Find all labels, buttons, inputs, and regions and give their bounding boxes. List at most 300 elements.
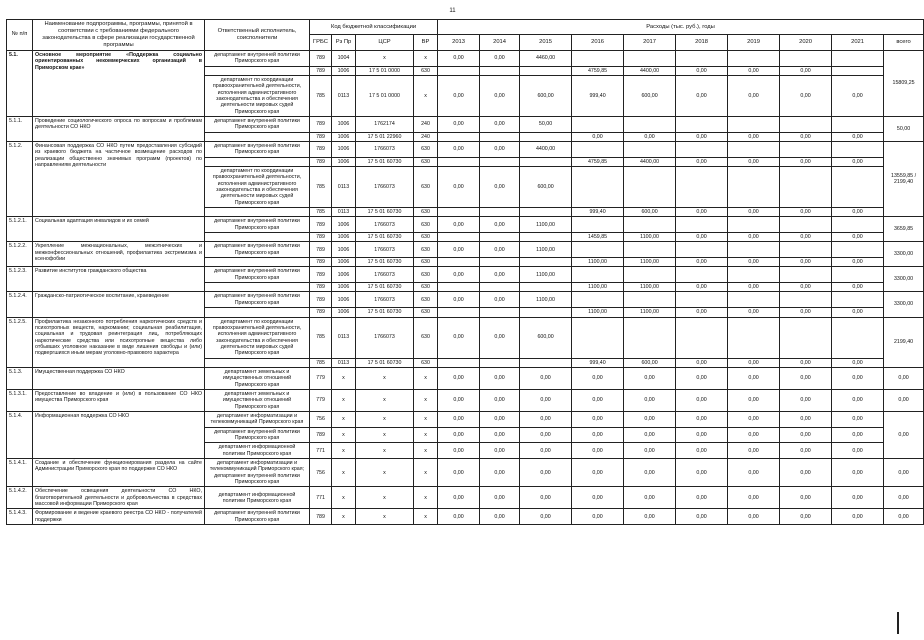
row-year-value [520, 66, 572, 75]
row-year-value: 0,00 [728, 66, 780, 75]
table-row [7, 389, 924, 411]
row-year-value: 0,00 [676, 427, 728, 443]
row-grbs: 785 [310, 208, 332, 217]
row-name: Развитие институтов гражданского общества [33, 267, 205, 292]
header-year: 2021 [832, 35, 884, 50]
row-rzpr: х [332, 487, 356, 509]
row-year-value: 0,00 [832, 132, 884, 141]
row-year-value [572, 217, 624, 233]
row-year-value: 0,00 [480, 242, 520, 258]
row-grbs: 789 [310, 66, 332, 75]
row-year-value [780, 50, 832, 66]
row-year-value: 0,00 [728, 308, 780, 317]
table-row [7, 242, 924, 258]
row-year-value: 0,00 [438, 75, 480, 116]
header-year: 2017 [624, 35, 676, 50]
row-rzpr: 1006 [332, 267, 356, 283]
row-year-value: 0,00 [480, 487, 520, 509]
table-row [7, 267, 924, 283]
row-year-value: 1100,00 [624, 258, 676, 267]
table-row [7, 509, 924, 525]
row-year-value: 0,00 [624, 411, 676, 427]
row-year-value: 4759,85 [572, 66, 624, 75]
row-grbs: 789 [310, 258, 332, 267]
row-year-value: 0,00 [728, 487, 780, 509]
row-grbs: 785 [310, 75, 332, 116]
row-csr: х [356, 459, 414, 487]
row-grbs: 779 [310, 389, 332, 411]
row-year-value [624, 116, 676, 132]
row-year-value [832, 66, 884, 75]
row-executor: департамент информационной политики Приморского края [205, 487, 310, 509]
row-year-value [676, 116, 728, 132]
row-year-value [438, 66, 480, 75]
table-row [7, 116, 924, 132]
row-executor: департамент информатизации и телекоммуникаций Приморского края; департамент внутренней политики Приморского края [205, 459, 310, 487]
row-name: Профилактика незаконного потребления наркотических средств и психотропных веществ, наркомании; социальная реабилитация, социальная и трудовая реинтеграция лиц, потребляющих наркотические средства или психотропные вещества либо отбывших уголовное наказание в виде лишения свободы и (или) подвергшихся иным мерам уголовно-правового характера [33, 317, 205, 367]
row-year-value: 0,00 [832, 427, 884, 443]
row-csr: 1766073 [356, 141, 414, 157]
row-year-value: 0,00 [624, 509, 676, 525]
row-year-value: 4759,85 [572, 157, 624, 166]
table-row [7, 217, 924, 233]
row-year-value: 0,00 [480, 443, 520, 459]
row-year-value [438, 208, 480, 217]
row-year-value [520, 308, 572, 317]
row-year-value [780, 166, 832, 207]
header-year: 2013 [438, 35, 480, 50]
row-year-value: 0,00 [780, 487, 832, 509]
row-year-value: 0,00 [780, 283, 832, 292]
row-year-value [572, 141, 624, 157]
row-year-value [676, 242, 728, 258]
row-csr: х [356, 389, 414, 411]
row-executor: департамент внутренней политики Приморского края [205, 509, 310, 525]
row-vr: х [414, 443, 438, 459]
row-grbs: 756 [310, 411, 332, 427]
row-year-value: 0,00 [832, 283, 884, 292]
row-year-value: 0,00 [676, 66, 728, 75]
row-vr: 630 [414, 242, 438, 258]
row-number: 5.1.4.2. [7, 487, 33, 509]
row-total: 3300,00 [884, 292, 924, 317]
row-year-value: 0,00 [832, 308, 884, 317]
row-executor: департамент внутренней политики Приморского края [205, 141, 310, 157]
row-year-value: 0,00 [780, 308, 832, 317]
row-number: 5.1.2.2. [7, 242, 33, 267]
row-executor: департамент внутренней политики Приморского края [205, 242, 310, 258]
row-name: Основное мероприятие «Поддержка социально ориентированных некоммерческих организаций в Приморском крае» [33, 50, 205, 116]
row-grbs: 789 [310, 233, 332, 242]
expenses-table [6, 19, 924, 525]
row-vr: 630 [414, 66, 438, 75]
row-year-value: 0,00 [520, 443, 572, 459]
row-rzpr: 0113 [332, 358, 356, 367]
row-year-value: 0,00 [780, 258, 832, 267]
row-csr: 17 5 01 60730 [356, 358, 414, 367]
row-csr: х [356, 50, 414, 66]
row-year-value: 0,00 [438, 50, 480, 66]
row-number: 5.1.2. [7, 141, 33, 216]
row-year-value: 0,00 [780, 443, 832, 459]
row-rzpr: х [332, 427, 356, 443]
row-executor [205, 66, 310, 75]
row-vr: 630 [414, 258, 438, 267]
row-year-value [624, 50, 676, 66]
row-csr: 17 5 01 0000 [356, 66, 414, 75]
row-year-value [438, 132, 480, 141]
row-year-value: 0,00 [676, 157, 728, 166]
row-number: 5.1.2.4. [7, 292, 33, 317]
table-body [7, 50, 924, 524]
row-year-value [480, 157, 520, 166]
row-year-value: 0,00 [780, 75, 832, 116]
row-number: 5.1.2.3. [7, 267, 33, 292]
row-rzpr: 1006 [332, 157, 356, 166]
row-vr: х [414, 509, 438, 525]
row-year-value: 999,40 [572, 75, 624, 116]
row-year-value: 0,00 [520, 389, 572, 411]
row-year-value [832, 267, 884, 283]
row-rzpr: х [332, 367, 356, 389]
row-name: Информационная поддержка СО НКО [33, 411, 205, 458]
row-csr: 17 5 01 22960 [356, 132, 414, 141]
row-rzpr: 1004 [332, 50, 356, 66]
row-year-value: 0,00 [438, 487, 480, 509]
row-csr: х [356, 443, 414, 459]
row-year-value: 0,00 [438, 116, 480, 132]
row-year-value: 0,00 [520, 427, 572, 443]
row-total: 15809,25 [884, 50, 924, 116]
row-year-value [572, 267, 624, 283]
row-year-value [832, 217, 884, 233]
row-year-value: 4400,00 [520, 141, 572, 157]
row-csr: х [356, 411, 414, 427]
row-year-value: 0,00 [438, 427, 480, 443]
row-year-value: 0,00 [480, 411, 520, 427]
row-year-value: 0,00 [676, 283, 728, 292]
row-vr: х [414, 411, 438, 427]
row-year-value [480, 308, 520, 317]
row-executor: департамент внутренней политики Приморского края [205, 116, 310, 132]
row-total: 0,00 [884, 367, 924, 389]
row-year-value: 4400,00 [624, 157, 676, 166]
table-row [7, 50, 924, 66]
row-grbs: 789 [310, 308, 332, 317]
row-rzpr: х [332, 509, 356, 525]
row-grbs: 779 [310, 367, 332, 389]
row-year-value: 0,00 [728, 75, 780, 116]
row-year-value: 0,00 [520, 487, 572, 509]
header-total: всего [884, 35, 924, 50]
row-year-value: 1100,00 [572, 283, 624, 292]
row-year-value [728, 317, 780, 358]
row-total: 0,00 [884, 509, 924, 525]
row-csr: 1766073 [356, 217, 414, 233]
row-year-value: 0,00 [780, 66, 832, 75]
row-year-value [520, 157, 572, 166]
row-grbs: 756 [310, 459, 332, 487]
row-year-value [624, 141, 676, 157]
row-csr: х [356, 487, 414, 509]
row-name: Укрепление межнациональных, межэтнических и межконфессиональных отношений, профилактика экстремизма и ксенофобии [33, 242, 205, 267]
row-executor [205, 358, 310, 367]
row-grbs: 785 [310, 166, 332, 207]
row-year-value: 0,00 [572, 427, 624, 443]
row-year-value: 0,00 [676, 367, 728, 389]
row-year-value: 1100,00 [572, 258, 624, 267]
row-year-value [572, 166, 624, 207]
row-year-value: 0,00 [438, 443, 480, 459]
row-year-value: 0,00 [480, 292, 520, 308]
row-year-value: 600,00 [520, 166, 572, 207]
row-vr: 630 [414, 217, 438, 233]
row-year-value: 0,00 [676, 487, 728, 509]
row-year-value: 0,00 [572, 411, 624, 427]
row-year-value [624, 292, 676, 308]
row-year-value: 0,00 [728, 367, 780, 389]
row-year-value: 0,00 [832, 367, 884, 389]
row-year-value: 0,00 [780, 157, 832, 166]
row-year-value [780, 141, 832, 157]
row-name: Финансовая поддержка СО НКО путем предоставления субсидий из краевого бюджета на частичное возмещение расходов по реализации общественно значимых программ (проектов) по направлениям деятельности [33, 141, 205, 216]
row-year-value: 600,00 [624, 75, 676, 116]
row-rzpr: 1006 [332, 242, 356, 258]
row-year-value: 0,00 [438, 389, 480, 411]
row-year-value: 0,00 [480, 267, 520, 283]
row-grbs: 789 [310, 292, 332, 308]
row-name: Гражданско-патриотическое воспитание, краеведение [33, 292, 205, 317]
row-rzpr: 1006 [332, 308, 356, 317]
row-year-value: 0,00 [780, 367, 832, 389]
row-year-value: 0,00 [438, 141, 480, 157]
row-year-value: 0,00 [438, 217, 480, 233]
row-year-value: 0,00 [624, 367, 676, 389]
row-name: Проведение социологического опроса по вопросам и проблемам деятельности СО НКО [33, 116, 205, 141]
header-grbs: ГРБС [310, 35, 332, 50]
row-grbs: 789 [310, 116, 332, 132]
row-year-value: 0,00 [728, 509, 780, 525]
row-year-value [832, 166, 884, 207]
row-year-value: 0,00 [438, 459, 480, 487]
row-year-value: 0,00 [438, 166, 480, 207]
row-year-value: 0,00 [572, 367, 624, 389]
row-year-value [780, 116, 832, 132]
row-year-value: 0,00 [780, 358, 832, 367]
row-year-value: 0,00 [438, 292, 480, 308]
row-vr: 630 [414, 233, 438, 242]
row-vr: 630 [414, 358, 438, 367]
row-year-value: 0,00 [728, 258, 780, 267]
row-year-value [438, 233, 480, 242]
row-rzpr: 0113 [332, 208, 356, 217]
row-year-value [572, 317, 624, 358]
row-executor: департамент земельных и имущественных отношений Приморского края [205, 367, 310, 389]
row-year-value [572, 50, 624, 66]
row-grbs: 789 [310, 132, 332, 141]
row-year-value [832, 50, 884, 66]
row-year-value [520, 132, 572, 141]
row-year-value: 0,00 [832, 208, 884, 217]
row-year-value [520, 358, 572, 367]
row-year-value [480, 283, 520, 292]
row-year-value: 0,00 [728, 283, 780, 292]
row-year-value: 0,00 [438, 367, 480, 389]
row-year-value [780, 217, 832, 233]
row-year-value [676, 50, 728, 66]
row-csr: 1766073 [356, 267, 414, 283]
row-year-value [728, 141, 780, 157]
row-rzpr: 1006 [332, 233, 356, 242]
row-number: 5.1.4.3. [7, 509, 33, 525]
row-csr: 17 5 01 60730 [356, 283, 414, 292]
row-grbs: 789 [310, 283, 332, 292]
row-year-value: 0,00 [728, 132, 780, 141]
row-grbs: 771 [310, 487, 332, 509]
row-year-value: 0,00 [728, 233, 780, 242]
row-year-value: 0,00 [780, 208, 832, 217]
row-year-value: 0,00 [572, 487, 624, 509]
header-year: 2020 [780, 35, 832, 50]
row-year-value: 600,00 [520, 75, 572, 116]
row-year-value [438, 157, 480, 166]
row-year-value [520, 233, 572, 242]
row-rzpr: х [332, 443, 356, 459]
row-csr: 17 5 01 60730 [356, 258, 414, 267]
row-number: 5.1.2.1. [7, 217, 33, 242]
row-year-value: 0,00 [780, 132, 832, 141]
row-year-value: 4400,00 [624, 66, 676, 75]
row-year-value [728, 217, 780, 233]
row-year-value: 0,00 [780, 427, 832, 443]
row-year-value: 0,00 [780, 389, 832, 411]
row-name: Создание и обеспечение функционирования раздела на сайте Администрации Приморского края по поддержке СО НКО [33, 459, 205, 487]
row-csr: х [356, 509, 414, 525]
table-row [7, 411, 924, 427]
row-year-value [676, 292, 728, 308]
row-year-value [520, 283, 572, 292]
row-rzpr: 1006 [332, 258, 356, 267]
row-vr: 630 [414, 141, 438, 157]
row-executor [205, 308, 310, 317]
row-year-value: 0,00 [480, 50, 520, 66]
row-year-value: 0,00 [676, 208, 728, 217]
header-expenses: Расходы (тыс. руб.), годы [438, 20, 924, 35]
row-rzpr: 0113 [332, 317, 356, 358]
row-year-value: 0,00 [780, 459, 832, 487]
row-name: Формирование и ведение краевого реестра СО НКО - получателей поддержки [33, 509, 205, 525]
row-executor: департамент информационной политики Приморского края [205, 443, 310, 459]
row-rzpr: 0113 [332, 166, 356, 207]
row-year-value [676, 217, 728, 233]
row-year-value: 1100,00 [520, 292, 572, 308]
row-year-value: 0,00 [438, 411, 480, 427]
row-csr: 17 5 01 0000 [356, 75, 414, 116]
row-year-value: 0,00 [676, 258, 728, 267]
row-vr: 630 [414, 292, 438, 308]
row-number: 5.1.4. [7, 411, 33, 458]
row-rzpr: 1006 [332, 283, 356, 292]
row-csr: 1766073 [356, 292, 414, 308]
row-total: 0,00 [884, 459, 924, 487]
row-grbs: 789 [310, 242, 332, 258]
row-year-value: 0,00 [480, 389, 520, 411]
row-rzpr: 1006 [332, 141, 356, 157]
row-executor: департамент внутренней политики Приморского края [205, 427, 310, 443]
header-rzpr: Рз Пр [332, 35, 356, 50]
row-year-value: 1100,00 [624, 233, 676, 242]
row-number: 5.1.2.5. [7, 317, 33, 367]
row-year-value [728, 166, 780, 207]
row-executor [205, 132, 310, 141]
row-executor: департамент внутренней политики Приморского края [205, 217, 310, 233]
row-year-value: 4460,00 [520, 50, 572, 66]
row-total: 3300,00 [884, 242, 924, 267]
row-year-value: 0,00 [832, 157, 884, 166]
row-vr: 630 [414, 308, 438, 317]
row-total: 0,00 [884, 411, 924, 458]
row-year-value: 0,00 [572, 132, 624, 141]
row-year-value [572, 242, 624, 258]
margin-mark [897, 612, 899, 634]
row-year-value: 0,00 [728, 411, 780, 427]
row-vr: х [414, 75, 438, 116]
row-year-value: 0,00 [832, 233, 884, 242]
row-year-value: 0,00 [676, 411, 728, 427]
row-rzpr: х [332, 459, 356, 487]
row-year-value: 0,00 [832, 411, 884, 427]
row-year-value: 0,00 [438, 242, 480, 258]
row-vr: х [414, 459, 438, 487]
row-year-value: 0,00 [676, 459, 728, 487]
header-year: 2018 [676, 35, 728, 50]
row-grbs: 789 [310, 141, 332, 157]
row-grbs: 785 [310, 317, 332, 358]
row-year-value: 0,00 [728, 358, 780, 367]
row-grbs: 789 [310, 217, 332, 233]
row-executor: департамент информатизации и телекоммуникаций Приморского края [205, 411, 310, 427]
row-year-value: 0,00 [728, 427, 780, 443]
row-year-value [480, 358, 520, 367]
row-year-value: 50,00 [520, 116, 572, 132]
row-name: Имущественная поддержка СО НКО [33, 367, 205, 389]
row-year-value: 0,00 [832, 75, 884, 116]
row-year-value [480, 233, 520, 242]
row-year-value: 0,00 [676, 509, 728, 525]
row-year-value: 0,00 [480, 166, 520, 207]
row-year-value [480, 66, 520, 75]
row-rzpr: 1006 [332, 66, 356, 75]
row-year-value: 0,00 [438, 267, 480, 283]
row-year-value: 600,00 [624, 358, 676, 367]
row-rzpr: х [332, 389, 356, 411]
row-total: 3659,85 [884, 217, 924, 242]
row-year-value: 0,00 [480, 75, 520, 116]
row-year-value [728, 116, 780, 132]
row-year-value [780, 317, 832, 358]
header-name: Наименование подпрограммы, программы, принятой в соответствии с требованиями федерального законодательства в сфере реализации государственной программы [33, 20, 205, 51]
header-year: 2016 [572, 35, 624, 50]
row-executor [205, 283, 310, 292]
header-num: № п/п [7, 20, 33, 51]
row-total: 3300,00 [884, 267, 924, 292]
row-year-value: 0,00 [780, 233, 832, 242]
row-rzpr: 1006 [332, 116, 356, 132]
row-year-value [572, 292, 624, 308]
row-year-value: 0,00 [676, 358, 728, 367]
row-year-value: 0,00 [480, 509, 520, 525]
row-year-value: 0,00 [438, 317, 480, 358]
